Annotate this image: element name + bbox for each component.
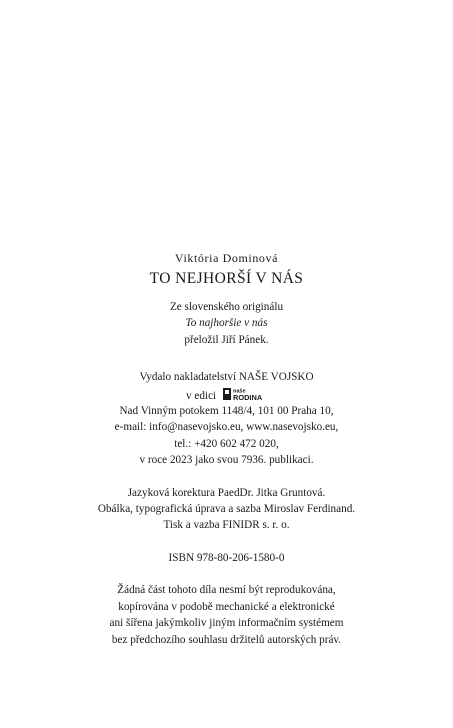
cover-credit: Obálka, typografická úprava a sazba Miroslav Ferdinand. <box>97 503 356 515</box>
edition-line <box>0 387 453 403</box>
copyright-line-3: ani šířena jakýmkoliv jiným informačním systémem <box>109 617 344 629</box>
copyright-line-4: bez předchozího souhlasu držitelů autorských práv. <box>111 634 342 646</box>
publisher-line: Vydalo nakladatelství NAŠE VOJSKO <box>139 371 314 383</box>
author-name: Viktória Dominová <box>174 251 279 265</box>
translator: přeložil Jiří Pánek. <box>184 334 269 346</box>
isbn: ISBN 978-80-206-1580-0 <box>168 552 285 564</box>
print-credit: Tisk a vazba FINIDR s. r. o. <box>163 519 290 531</box>
copyright-line-1: Žádná část tohoto díla nesmí být reprodukována, <box>117 584 336 596</box>
logo-top-text: naše <box>232 388 246 395</box>
nase-rodina-logo <box>223 387 267 401</box>
publisher-phone: tel.: +420 602 472 020, <box>174 438 279 450</box>
book-title: TO NEJHORŠÍ V NÁS <box>149 270 304 287</box>
publisher-web: e-mail: info@nasevojsko.eu, www.nasevojsko.eu, <box>114 421 339 433</box>
logo-bottom-text: RODINA <box>232 392 263 401</box>
publisher-address: Nad Vinným potokem 1148/4, 101 00 Praha 10, <box>119 405 334 417</box>
original-title: To najhoršie v nás <box>185 317 268 329</box>
publication-year: v roce 2023 jako svou 7936. publikaci. <box>139 454 314 466</box>
translation-source: Ze slovenského originálu <box>169 301 284 313</box>
edition-prefix: v edici <box>186 390 217 402</box>
copyright-line-2: kopírována v podobě mechanické a elektronické <box>118 601 335 613</box>
proofreading-credit: Jazyková korektura PaedDr. Jitka Gruntová. <box>127 487 326 499</box>
